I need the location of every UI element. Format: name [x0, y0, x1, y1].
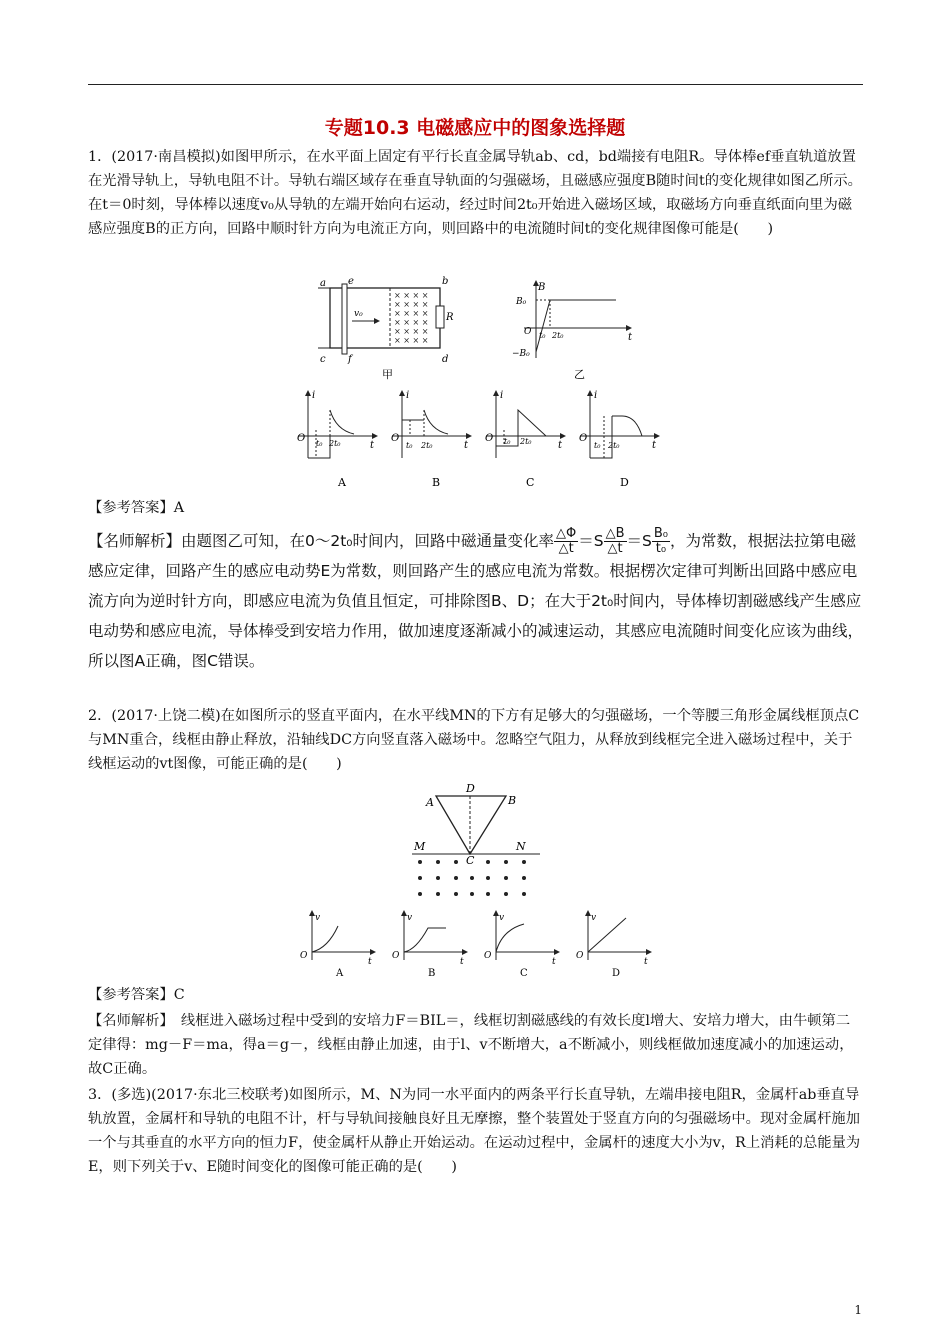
label-negB0: −B₀: [512, 349, 530, 359]
svg-text:2t₀: 2t₀: [421, 441, 433, 450]
page-title: 专题10.3 电磁感应中的图象选择题: [324, 117, 626, 139]
svg-text:× × × ×: × × × ×: [394, 309, 429, 318]
page-number: 1: [854, 1303, 862, 1317]
figure-q2-options: [296, 908, 666, 980]
svg-text:D: D: [466, 782, 475, 795]
svg-text:t₀: t₀: [406, 441, 413, 450]
svg-text:v: v: [407, 913, 413, 923]
q1-analysis-head: 【名师解析】由题图乙可知，在0～2t₀时间内，回路中磁通量变化率: [88, 532, 555, 550]
label-t0: t₀: [539, 331, 546, 340]
header-rule: [88, 84, 863, 85]
label-b: b: [442, 276, 449, 287]
q2-analysis: 【名师解析】 线框进入磁场过程中受到的安培力F＝BIL＝，线框切割磁感线的有效长度l增大、安培力增大，由牛顿第二定律得：mg－F＝ma，得a＝g－，线框由静止加速，由于l、v不断增大，a不断减小，则线框做加速度减小的加速运动，故C正确。: [88, 1013, 854, 1077]
svg-text:O: O: [392, 951, 400, 961]
svg-text:O: O: [484, 951, 492, 961]
svg-text:t: t: [644, 957, 648, 967]
svg-text:N: N: [516, 840, 526, 853]
svg-text:C: C: [466, 854, 475, 867]
figure-yi: [508, 278, 648, 382]
fraction-flux-rate: $\frac{\triangle\Phi}{\triangle t}$: [556, 526, 577, 556]
question-2-text: 2．(2017·上饶二模)在如图所示的竖直平面内，在水平线MN的下方有足够大的匀强磁场，一个等腰三角形金属线框顶点C与MN重合，线框由静止释放，沿轴线DC方向竖直落入磁场中。忽略空气阻力，从释放到线框完全进入磁场过程中，关于线框运动的vt图像，可能正确的是( ): [88, 708, 860, 772]
svg-text:t: t: [552, 957, 556, 967]
figure-jia: [318, 274, 458, 382]
svg-text:× × × ×: × × × ×: [394, 336, 429, 345]
label-e: e: [348, 276, 354, 287]
svg-text:t: t: [558, 440, 563, 451]
label-B0: B₀: [516, 297, 527, 307]
caption-jia: 甲: [382, 368, 393, 381]
label-v0: v₀: [354, 309, 363, 319]
svg-text:O: O: [576, 951, 584, 961]
label-a: a: [320, 278, 326, 289]
svg-text:i: i: [500, 390, 504, 401]
q2-option-c-graph: [484, 910, 560, 979]
figure-q2-triangle: [408, 780, 548, 904]
question-3-text: 3．(多选)(2017·东北三校联考)如图所示，M、N为同一水平面内的两条平行长直导轨，左端串接电阻R，金属杆ab垂直导轨放置，金属杆和导轨的电阻不计，杆与导轨间接触良好且无摩擦，整个装置处于竖直方向的匀强磁场中。现对金属杆施加一个与其垂直的水平方向的恒力F，使金属杆从静止开始运动。在运动过程中，金属杆的速度大小为v，R上消耗的总能量为E，则下列关于v、E随时间变化的图像可能正确的是( ): [88, 1087, 861, 1175]
caption-yi: 乙: [574, 368, 585, 381]
label-B: B: [538, 282, 546, 293]
option-a-label: A: [338, 476, 346, 489]
svg-text:i: i: [594, 390, 598, 401]
option-d-graph: [579, 390, 660, 489]
svg-text:t: t: [460, 957, 464, 967]
svg-text:M: M: [414, 840, 426, 853]
q1-answer: 【参考答案】A: [88, 500, 185, 516]
q2-option-d-graph: [576, 910, 652, 979]
fraction-field-rate: $\frac{\triangle B}{\triangle t}$: [605, 526, 625, 556]
svg-text:× × × ×: × × × ×: [394, 327, 429, 336]
option-a-graph: [297, 390, 378, 489]
svg-text:O: O: [579, 433, 588, 444]
option-b-label: B: [432, 476, 441, 489]
svg-text:A: A: [426, 796, 434, 809]
svg-text:i: i: [312, 390, 316, 401]
svg-text:v: v: [591, 913, 597, 923]
svg-text:× × × ×: × × × ×: [394, 300, 429, 309]
svg-text:A: A: [336, 968, 344, 979]
svg-text:2t₀: 2t₀: [520, 437, 532, 446]
svg-text:2t₀: 2t₀: [608, 441, 620, 450]
svg-text:O: O: [300, 951, 308, 961]
q2-option-b-graph: [392, 910, 468, 979]
svg-text:O: O: [391, 433, 400, 444]
label-t: t: [628, 332, 633, 343]
q1-analysis: 【名师解析】由题图乙可知，在0～2t₀时间内，回路中磁通量变化率 $\frac{\triangle\Phi}{\triangle t}$ ＝S $\frac{\triangle B}{\triangle t}$ ＝S $\frac{\text{B₀}}{\text{t₀}}$ ，为常数，根据法拉第电磁感应定律，回路产生的感应电动势E为常数，则回路产生的感应电流为常数。根据楞次定律可判断出回路中感应电流方向为逆时针方向，即感应电流为负值且恒定，可排除图B、D；在大于2t₀时间内，导体棒切割磁感线产生感应电动势和感应电流，导体棒受到安培力作用，做加速度逐渐减小的减速运动，其感应电流随时间变化应该为曲线，所以图A正确，图C错误。: [88, 526, 864, 670]
question-1-text: 1．(2017·南昌模拟)如图甲所示，在水平面上固定有平行长直金属导轨ab、cd，bd端接有电阻R。导体棒ef垂直轨道放置在光滑导轨上，导轨电阻不计。导轨右端区域存在垂直导轨面的匀强磁场，且磁感应强度B随时间t的变化规律如图乙所示。在t＝0时刻，导体棒以速度v₀从导轨的左端开始向右运动，经过时间2t₀开始进入磁场区域，取磁场方向垂直纸面向里为磁感应强度B的正方向，回路中顺时针方向为电流正方向，则回路中的电流随时间t的变化规律图像可能是( ): [88, 149, 862, 237]
svg-text:× × × ×: × × × ×: [394, 291, 429, 300]
svg-text:t: t: [464, 440, 469, 451]
label-O: O: [524, 327, 532, 337]
svg-text:t₀: t₀: [594, 441, 601, 450]
svg-text:t: t: [370, 440, 375, 451]
q1-analysis-tail: ，为常数，根据法拉第电磁感应定律，回路产生的感应电动势E为常数，则回路产生的感应电流为常数。根据楞次定律可判断出回路中感应电流方向为逆时针方向，即感应电流为负值且恒定，可排除图B、D；在大于2t₀时间内，导体棒切割磁感线产生感应电动势和感应电流，导体棒受到安培力作用，做加速度逐渐减小的减速运动，其感应电流随时间变化应该为曲线，所以图A正确，图C错误。: [88, 532, 864, 670]
label-c: c: [320, 354, 326, 365]
label-2t0: 2t₀: [552, 331, 564, 340]
svg-text:v: v: [499, 913, 505, 923]
q2-answer: 【参考答案】C: [88, 987, 185, 1003]
label-d: d: [442, 354, 449, 365]
svg-text:t₀: t₀: [504, 437, 511, 446]
svg-text:v: v: [315, 913, 321, 923]
svg-text:O: O: [485, 433, 494, 444]
svg-text:t₀: t₀: [316, 439, 323, 448]
svg-text:O: O: [297, 433, 306, 444]
svg-text:B: B: [508, 794, 517, 807]
option-c-label: C: [526, 476, 535, 489]
figure-q1-options: [292, 386, 664, 492]
svg-text:i: i: [406, 390, 410, 401]
svg-text:t: t: [652, 440, 657, 451]
svg-text:× × × ×: × × × ×: [394, 318, 429, 327]
svg-text:2t₀: 2t₀: [329, 439, 341, 448]
option-d-label: D: [620, 476, 629, 489]
svg-text:D: D: [612, 968, 621, 979]
option-c-graph: [485, 390, 566, 489]
svg-text:C: C: [520, 968, 528, 979]
label-f: f: [348, 354, 352, 365]
fraction-b0-t0: $\frac{\text{B₀}}{\text{t₀}}$: [653, 526, 669, 556]
svg-text:B: B: [428, 968, 436, 979]
label-R: R: [446, 312, 454, 323]
option-b-graph: [391, 390, 472, 489]
svg-text:t: t: [368, 957, 372, 967]
q2-option-a-graph: [300, 910, 376, 979]
